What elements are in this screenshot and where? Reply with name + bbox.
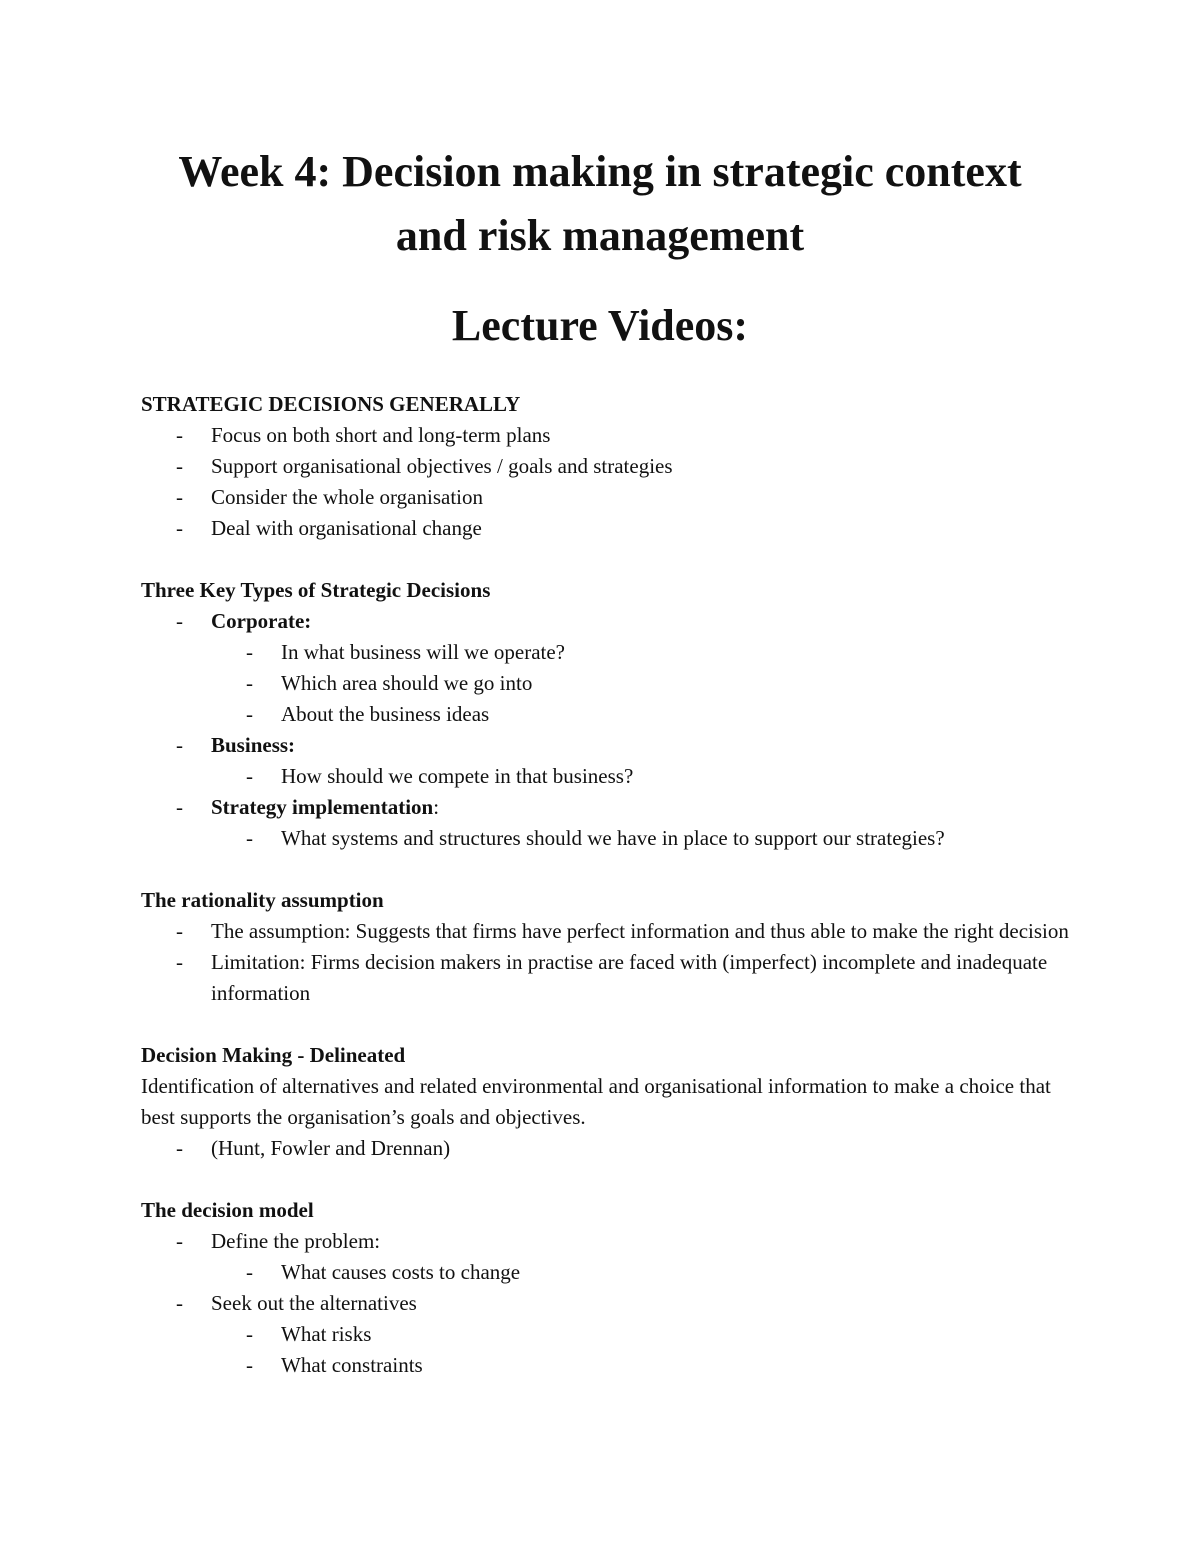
list-item-implementation [141, 792, 1081, 854]
sub-list-item: - What risks [211, 1319, 1081, 1350]
sub-bullet-list [211, 637, 1081, 730]
sub-bullet-list [211, 823, 1081, 854]
step-label: Define the problem: [211, 1229, 381, 1253]
definition-paragraph: Identification of alternatives and related environmental and organisational information to make a choice that best supports the organisation’s goals and objectives. [141, 1074, 1051, 1129]
list-item-business [141, 730, 1081, 792]
sub-bullet-list [211, 1257, 1081, 1288]
section-heading: Three Key Types of Strategic Decisions [141, 578, 491, 602]
section-rationality-assumption [141, 885, 1081, 1009]
list-item: - Focus on both short and long-term plans [141, 420, 1081, 451]
list-item-seek-alternatives [141, 1288, 1081, 1381]
step-label: Seek out the alternatives [211, 1291, 417, 1315]
list-item: - Support organisational objectives / goals and strategies [141, 451, 1081, 482]
document-subtitle: Lecture Videos: [451, 301, 749, 350]
list-item: - Deal with organisational change [141, 513, 1081, 544]
list-item: - Consider the whole organisation [141, 482, 1081, 513]
list-item: - The assumption: Suggests that firms have perfect information and thus able to make the right decision [141, 916, 1081, 947]
list-item: - Limitation: Firms decision makers in practise are faced with (imperfect) incomplete and inadequate information [141, 947, 1081, 1009]
list-item-define-problem [141, 1226, 1081, 1288]
document-body [141, 389, 1081, 1381]
sub-list-item: - What systems and structures should we have in place to support our strategies? [211, 823, 1081, 854]
bullet-list [141, 606, 1081, 854]
sub-bullet-list [211, 761, 1081, 792]
section-heading: STRATEGIC DECISIONS GENERALLY [141, 392, 521, 416]
sub-list-item: - How should we compete in that business? [211, 761, 1081, 792]
title-line-1: Week 4: Decision making in strategic context [178, 147, 1022, 196]
section-decision-model [141, 1195, 1081, 1381]
list-item-citation: - (Hunt, Fowler and Drennan) [141, 1133, 1081, 1164]
bullet-list [141, 1133, 1081, 1164]
label-colon: : [433, 795, 440, 819]
section-strategic-decisions [141, 389, 1081, 544]
section-decision-making-delineated [141, 1040, 1081, 1164]
title-line-2: and risk management [395, 211, 805, 260]
sub-list-item: - About the business ideas [211, 699, 1081, 730]
bullet-list [141, 1226, 1081, 1381]
bullet-list [141, 420, 1081, 544]
label-corporate: Corporate: [211, 609, 312, 633]
section-heading: The rationality assumption [141, 888, 384, 912]
sub-list-item: - What constraints [211, 1350, 1081, 1381]
label-business: Business: [211, 733, 296, 757]
sub-list-item: - What causes costs to change [211, 1257, 1081, 1288]
sub-bullet-list [211, 1319, 1081, 1381]
section-three-key-types [141, 575, 1081, 854]
list-item-corporate [141, 606, 1081, 730]
label-implementation: Strategy implementation [211, 795, 434, 819]
sub-list-item: - Which area should we go into [211, 668, 1081, 699]
bullet-list [141, 916, 1081, 1009]
section-heading: The decision model [141, 1198, 314, 1222]
section-heading: Decision Making - Delineated [141, 1043, 406, 1067]
sub-list-item: - In what business will we operate? [211, 637, 1081, 668]
document-title [0, 140, 1200, 268]
